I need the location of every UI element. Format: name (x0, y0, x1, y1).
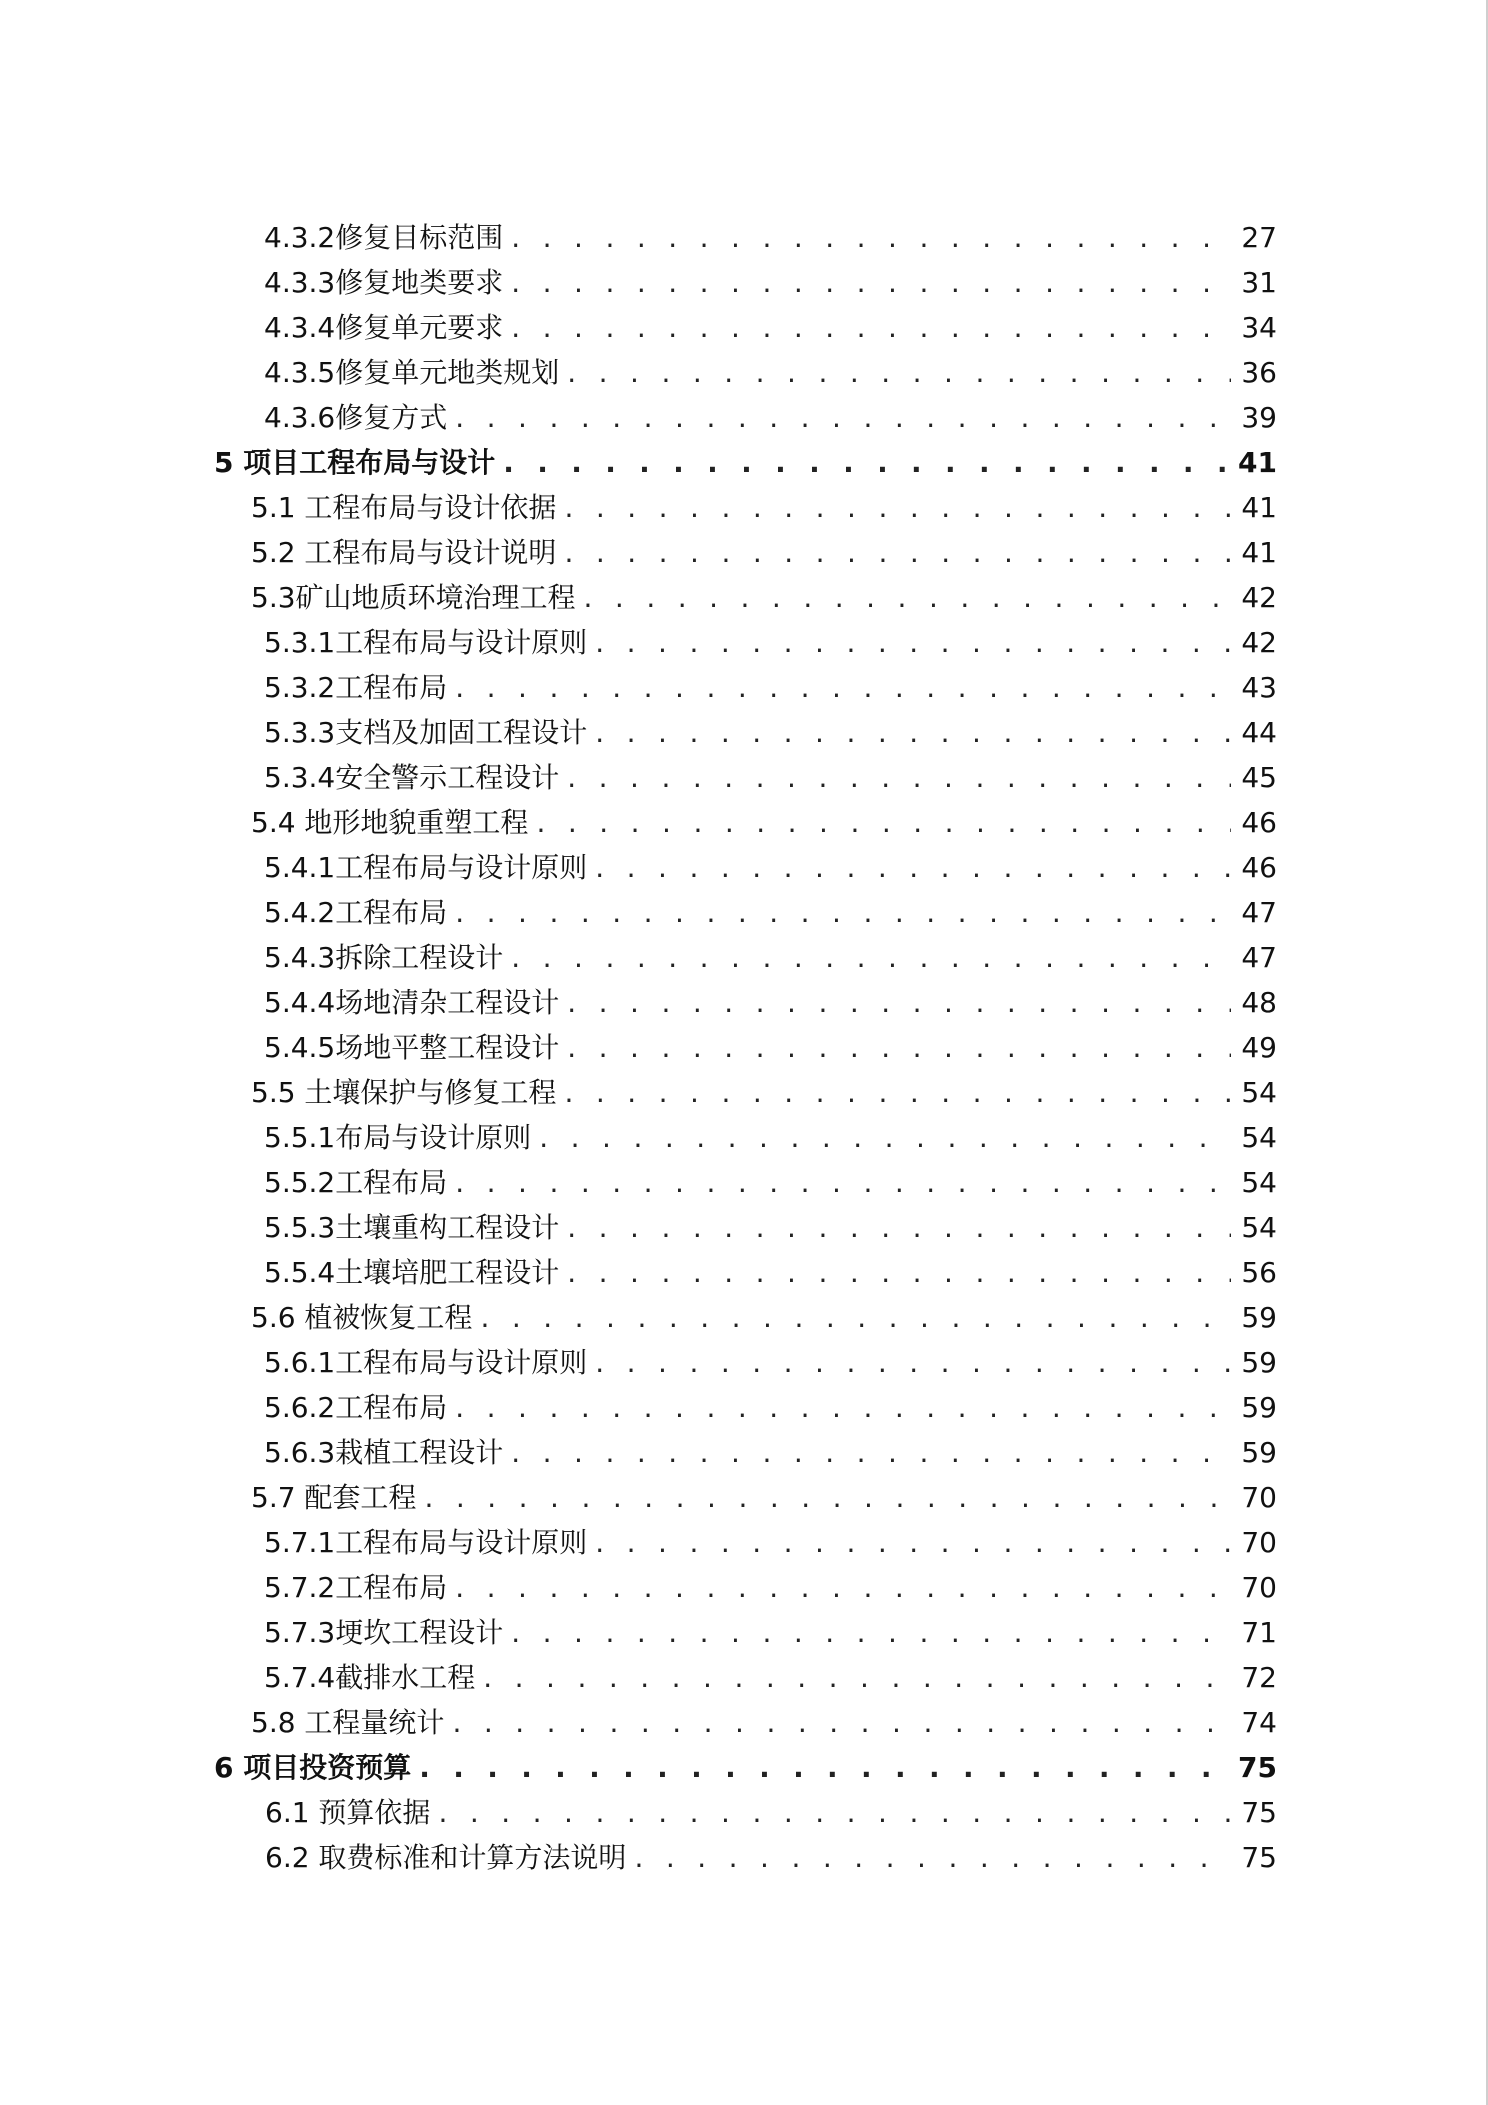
dot-leader (567, 350, 1231, 395)
toc-entry[interactable] (0, 1520, 1488, 1565)
toc-entry[interactable] (0, 1655, 1488, 1700)
table-of-contents (0, 215, 1488, 1880)
toc-entry-page-number: 46 (1241, 851, 1277, 884)
toc-entry-page-number: 59 (1241, 1436, 1277, 1469)
toc-entry-page-number: 56 (1241, 1256, 1277, 1289)
toc-entry-page-number: 42 (1241, 626, 1277, 659)
dot-leader (511, 305, 1231, 350)
dot-leader (595, 710, 1231, 755)
toc-entry-title: 5.5.4土壤培肥工程设计 (264, 1256, 560, 1289)
toc-entry-title: 5.7.2工程布局 (264, 1571, 448, 1604)
toc-entry-title: 5.6.2工程布局 (264, 1391, 448, 1424)
toc-entry-title: 6.1 预算依据 (265, 1796, 431, 1829)
dot-leader (511, 215, 1231, 260)
toc-entry[interactable] (0, 1610, 1488, 1655)
toc-entry-title: 5.6.3栽植工程设计 (264, 1436, 504, 1469)
toc-entry-page-number: 47 (1241, 941, 1277, 974)
toc-entry-title: 5.2 工程布局与设计说明 (251, 536, 557, 569)
toc-entry-page-number: 59 (1241, 1391, 1277, 1424)
toc-entry-page-number: 70 (1241, 1571, 1277, 1604)
toc-entry-title: 5.6.1工程布局与设计原则 (264, 1346, 588, 1379)
toc-entry-page-number: 74 (1241, 1706, 1277, 1739)
toc-entry[interactable] (0, 1115, 1488, 1160)
toc-entry[interactable] (0, 1385, 1488, 1430)
toc-entry[interactable] (0, 980, 1488, 1025)
toc-entry-title: 5.4 地形地貌重塑工程 (251, 806, 529, 839)
toc-entry-page-number: 44 (1241, 716, 1277, 749)
toc-entry-page-number: 54 (1241, 1211, 1277, 1244)
toc-entry[interactable] (0, 1205, 1488, 1250)
toc-entry[interactable] (0, 1475, 1488, 1520)
toc-entry-page-number: 31 (1241, 266, 1277, 299)
dot-leader (511, 1610, 1231, 1655)
dot-leader (455, 665, 1231, 710)
toc-entry-page-number: 54 (1241, 1076, 1277, 1109)
dot-leader (595, 1520, 1231, 1565)
dot-leader (564, 530, 1231, 575)
toc-entry[interactable] (0, 1340, 1488, 1385)
dot-leader (595, 1340, 1231, 1385)
toc-entry-page-number: 48 (1241, 986, 1277, 1019)
toc-entry-title: 5 项目工程布局与设计 (214, 446, 496, 479)
dot-leader (564, 1070, 1231, 1115)
toc-entry[interactable] (0, 1295, 1488, 1340)
toc-entry[interactable] (0, 1025, 1488, 1070)
toc-entry-page-number: 70 (1241, 1526, 1277, 1559)
toc-entry[interactable] (0, 935, 1488, 980)
toc-entry-title: 5.3.1工程布局与设计原则 (264, 626, 588, 659)
toc-entry-page-number: 75 (1241, 1796, 1277, 1829)
toc-entry[interactable] (0, 530, 1488, 575)
toc-entry-title: 6 项目投资预算 (214, 1751, 412, 1784)
dot-leader (567, 980, 1231, 1025)
dot-leader (503, 440, 1228, 485)
toc-entry-page-number: 70 (1241, 1481, 1277, 1514)
toc-entry-title: 5.6 植被恢复工程 (251, 1301, 473, 1334)
toc-entry-title: 5.7.3埂坎工程设计 (264, 1616, 504, 1649)
dot-leader (567, 1205, 1231, 1250)
dot-leader (455, 395, 1231, 440)
toc-entry[interactable] (0, 575, 1488, 620)
toc-entry-title: 4.3.6修复方式 (264, 401, 448, 434)
toc-entry-title: 5.5.1布局与设计原则 (264, 1121, 532, 1154)
dot-leader (539, 1115, 1231, 1160)
toc-entry-title: 5.7 配套工程 (251, 1481, 417, 1514)
toc-entry-page-number: 41 (1241, 491, 1277, 524)
toc-entry[interactable] (0, 395, 1488, 440)
dot-leader (536, 800, 1231, 845)
dot-leader (419, 1745, 1228, 1790)
toc-entry[interactable] (0, 1250, 1488, 1295)
toc-entry-title: 5.3.4安全警示工程设计 (264, 761, 560, 794)
dot-leader (595, 845, 1231, 890)
toc-entry-title: 4.3.3修复地类要求 (264, 266, 504, 299)
toc-entry-title: 5.3矿山地质环境治理工程 (251, 581, 576, 614)
toc-entry[interactable] (0, 305, 1488, 350)
dot-leader (455, 1565, 1231, 1610)
toc-entry-page-number: 42 (1241, 581, 1277, 614)
toc-entry-title: 4.3.2修复目标范围 (264, 221, 504, 254)
toc-entry-page-number: 54 (1241, 1121, 1277, 1154)
toc-entry-title: 5.7.1工程布局与设计原则 (264, 1526, 588, 1559)
dot-leader (584, 575, 1231, 620)
dot-leader (567, 1025, 1231, 1070)
dot-leader (455, 1385, 1231, 1430)
dot-leader (567, 755, 1231, 800)
dot-leader (455, 1160, 1231, 1205)
toc-entry-page-number: 36 (1241, 356, 1277, 389)
toc-entry-title: 6.2 取费标准和计算方法说明 (265, 1841, 627, 1874)
toc-entry-title: 5.4.1工程布局与设计原则 (264, 851, 588, 884)
toc-entry-title: 5.5.3土壤重构工程设计 (264, 1211, 560, 1244)
toc-entry-title: 5.4.2工程布局 (264, 896, 448, 929)
toc-entry-title: 5.3.3支档及加固工程设计 (264, 716, 588, 749)
toc-entry-title: 4.3.5修复单元地类规划 (264, 356, 560, 389)
toc-entry[interactable] (0, 1430, 1488, 1475)
toc-entry-page-number: 49 (1241, 1031, 1277, 1064)
toc-entry-title: 5.4.4场地清杂工程设计 (264, 986, 560, 1019)
toc-entry-page-number: 43 (1241, 671, 1277, 704)
dot-leader (595, 620, 1231, 665)
toc-entry-page-number: 34 (1241, 311, 1277, 344)
toc-entry[interactable] (0, 260, 1488, 305)
toc-entry[interactable] (0, 1160, 1488, 1205)
toc-entry[interactable] (0, 755, 1488, 800)
toc-entry-page-number: 41 (1241, 536, 1277, 569)
toc-entry[interactable] (0, 890, 1488, 935)
toc-entry[interactable] (0, 1070, 1488, 1115)
toc-entry[interactable] (0, 485, 1488, 530)
dot-leader (455, 890, 1231, 935)
toc-entry[interactable] (0, 1565, 1488, 1610)
toc-entry[interactable] (0, 710, 1488, 755)
toc-entry-page-number: 71 (1241, 1616, 1277, 1649)
toc-entry-page-number: 59 (1241, 1301, 1277, 1334)
toc-entry[interactable] (0, 350, 1488, 395)
toc-entry-title: 5.4.3拆除工程设计 (264, 941, 504, 974)
toc-entry-title: 5.5.2工程布局 (264, 1166, 448, 1199)
toc-entry[interactable] (0, 800, 1488, 845)
toc-entry[interactable] (0, 1700, 1488, 1745)
toc-entry[interactable] (0, 215, 1488, 260)
toc-entry[interactable] (0, 665, 1488, 710)
toc-entry-page-number: 39 (1241, 401, 1277, 434)
toc-entry-page-number: 45 (1241, 761, 1277, 794)
toc-entry-page-number: 47 (1241, 896, 1277, 929)
toc-entry-title: 4.3.4修复单元要求 (264, 311, 504, 344)
toc-entry-title: 5.8 工程量统计 (251, 1706, 445, 1739)
dot-leader (452, 1700, 1231, 1745)
dot-leader (480, 1295, 1231, 1340)
toc-entry-page-number: 54 (1241, 1166, 1277, 1199)
toc-entry-page-number: 75 (1238, 1751, 1277, 1784)
dot-leader (511, 260, 1231, 305)
toc-entry-title: 5.7.4截排水工程 (264, 1661, 476, 1694)
toc-entry[interactable] (0, 1790, 1488, 1835)
toc-entry-page-number: 27 (1241, 221, 1277, 254)
dot-leader (511, 1430, 1231, 1475)
dot-leader (438, 1790, 1231, 1835)
toc-entry-page-number: 75 (1241, 1841, 1277, 1874)
dot-leader (483, 1655, 1231, 1700)
toc-entry[interactable] (0, 845, 1488, 890)
toc-entry-page-number: 46 (1241, 806, 1277, 839)
toc-entry-title: 5.4.5场地平整工程设计 (264, 1031, 560, 1064)
toc-entry[interactable] (0, 440, 1488, 485)
toc-entry-title: 5.3.2工程布局 (264, 671, 448, 704)
toc-entry-page-number: 41 (1238, 446, 1277, 479)
dot-leader (564, 485, 1231, 530)
dot-leader (567, 1250, 1231, 1295)
toc-entry-page-number: 72 (1241, 1661, 1277, 1694)
toc-entry[interactable] (0, 1835, 1488, 1880)
toc-entry[interactable] (0, 1745, 1488, 1790)
toc-entry[interactable] (0, 620, 1488, 665)
dot-leader (511, 935, 1231, 980)
dot-leader (424, 1475, 1231, 1520)
dot-leader (634, 1835, 1231, 1880)
toc-entry-page-number: 59 (1241, 1346, 1277, 1379)
toc-entry-title: 5.5 土壤保护与修复工程 (251, 1076, 557, 1109)
toc-entry-title: 5.1 工程布局与设计依据 (251, 491, 557, 524)
